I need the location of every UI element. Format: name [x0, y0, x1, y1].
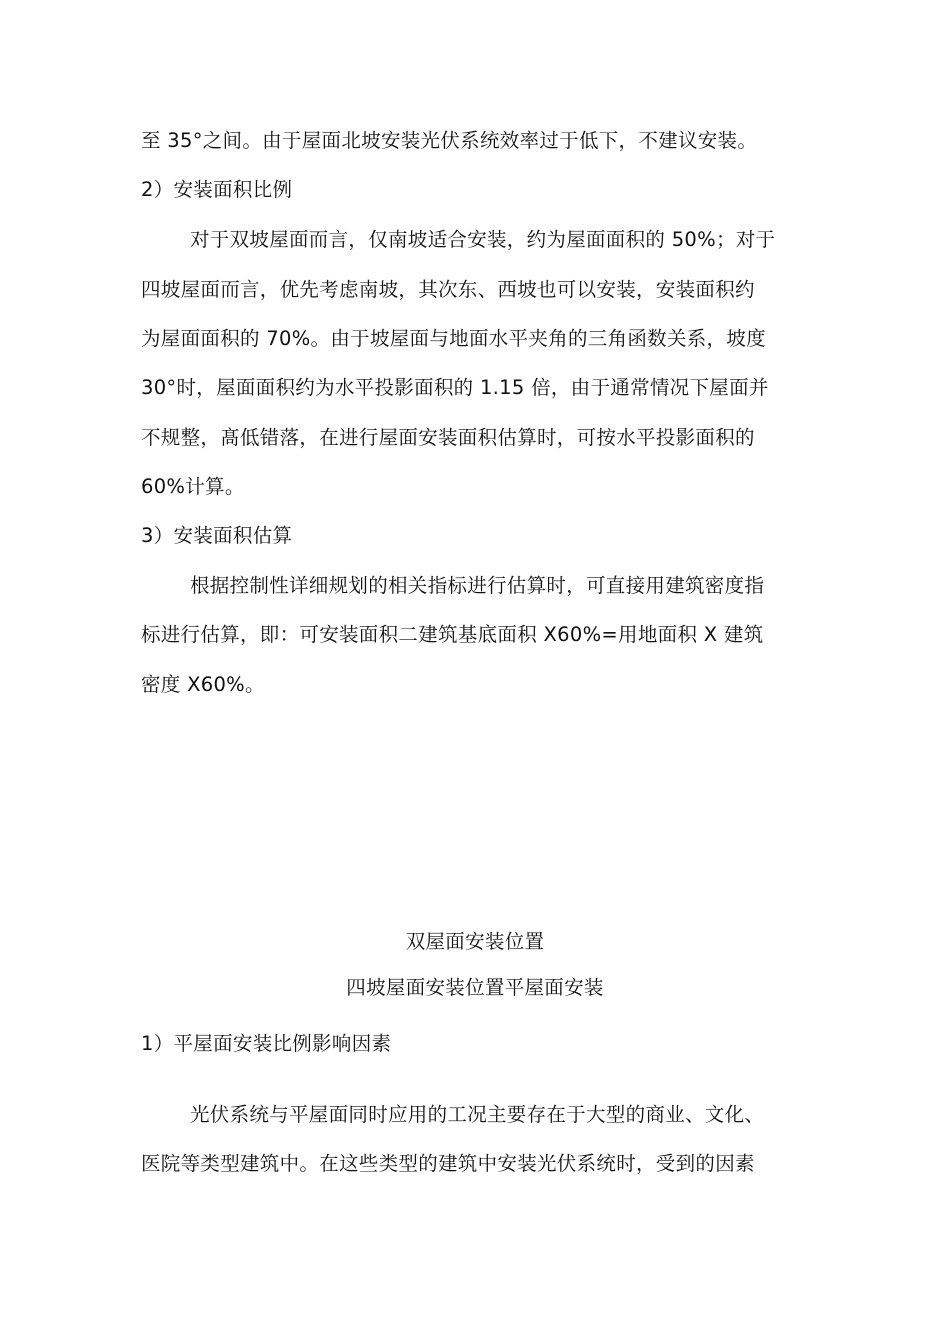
paragraph-line: 标进行估算，即：可安装面积二建筑基底面积 X60%=用地面积 X 建筑	[141, 623, 764, 646]
section-heading-flat-roof-factors: 1）平屋面安装比例影响因素	[141, 1032, 392, 1055]
paragraph-line: 密度 X60%。	[141, 673, 265, 696]
paragraph-line: 医院等类型建筑中。在这些类型的建筑中安装光伏系统时，受到的因素	[141, 1152, 755, 1175]
paragraph-line: 对于双坡屋面而言，仅南坡适合安装，约为屋面面积的 50%；对于	[190, 228, 776, 251]
paragraph-line: 30°时，屋面面积约为水平投影面积的 1.15 倍，由于通常情况下屋面并	[141, 376, 769, 399]
paragraph-line: 四坡屋面而言，优先考虑南坡，其次东、西坡也可以安装，安装面积约	[141, 278, 755, 301]
paragraph-line: 至 35°之间。由于屋面北坡安装光伏系统效率过于低下，不建议安装。	[141, 129, 758, 152]
paragraph-line: 不规整，髙低错落，在进行屋面安装面积估算时，可按水平投影面积的	[141, 426, 755, 449]
figure-caption: 四坡屋面安装位置平屋面安装	[346, 976, 604, 999]
section-heading-install-area-estimate: 3）安装面积估算	[141, 524, 293, 547]
paragraph-line: 光伏系统与平屋面同时应用的工况主要存在于大型的商业、文化、	[190, 1103, 765, 1126]
section-heading-install-area-ratio: 2）安装面积比例	[141, 178, 293, 201]
paragraph-line: 根据控制性详细规划的相关指标进行估算时，可直接用建筑密度指	[190, 574, 765, 597]
figure-caption: 双屋面安装位置	[405, 930, 545, 953]
paragraph-line: 60%计算。	[141, 475, 245, 498]
paragraph-line: 为屋面面积的 70%。由于坡屋面与地面水平夹角的三角函数关系，坡度	[141, 327, 766, 350]
